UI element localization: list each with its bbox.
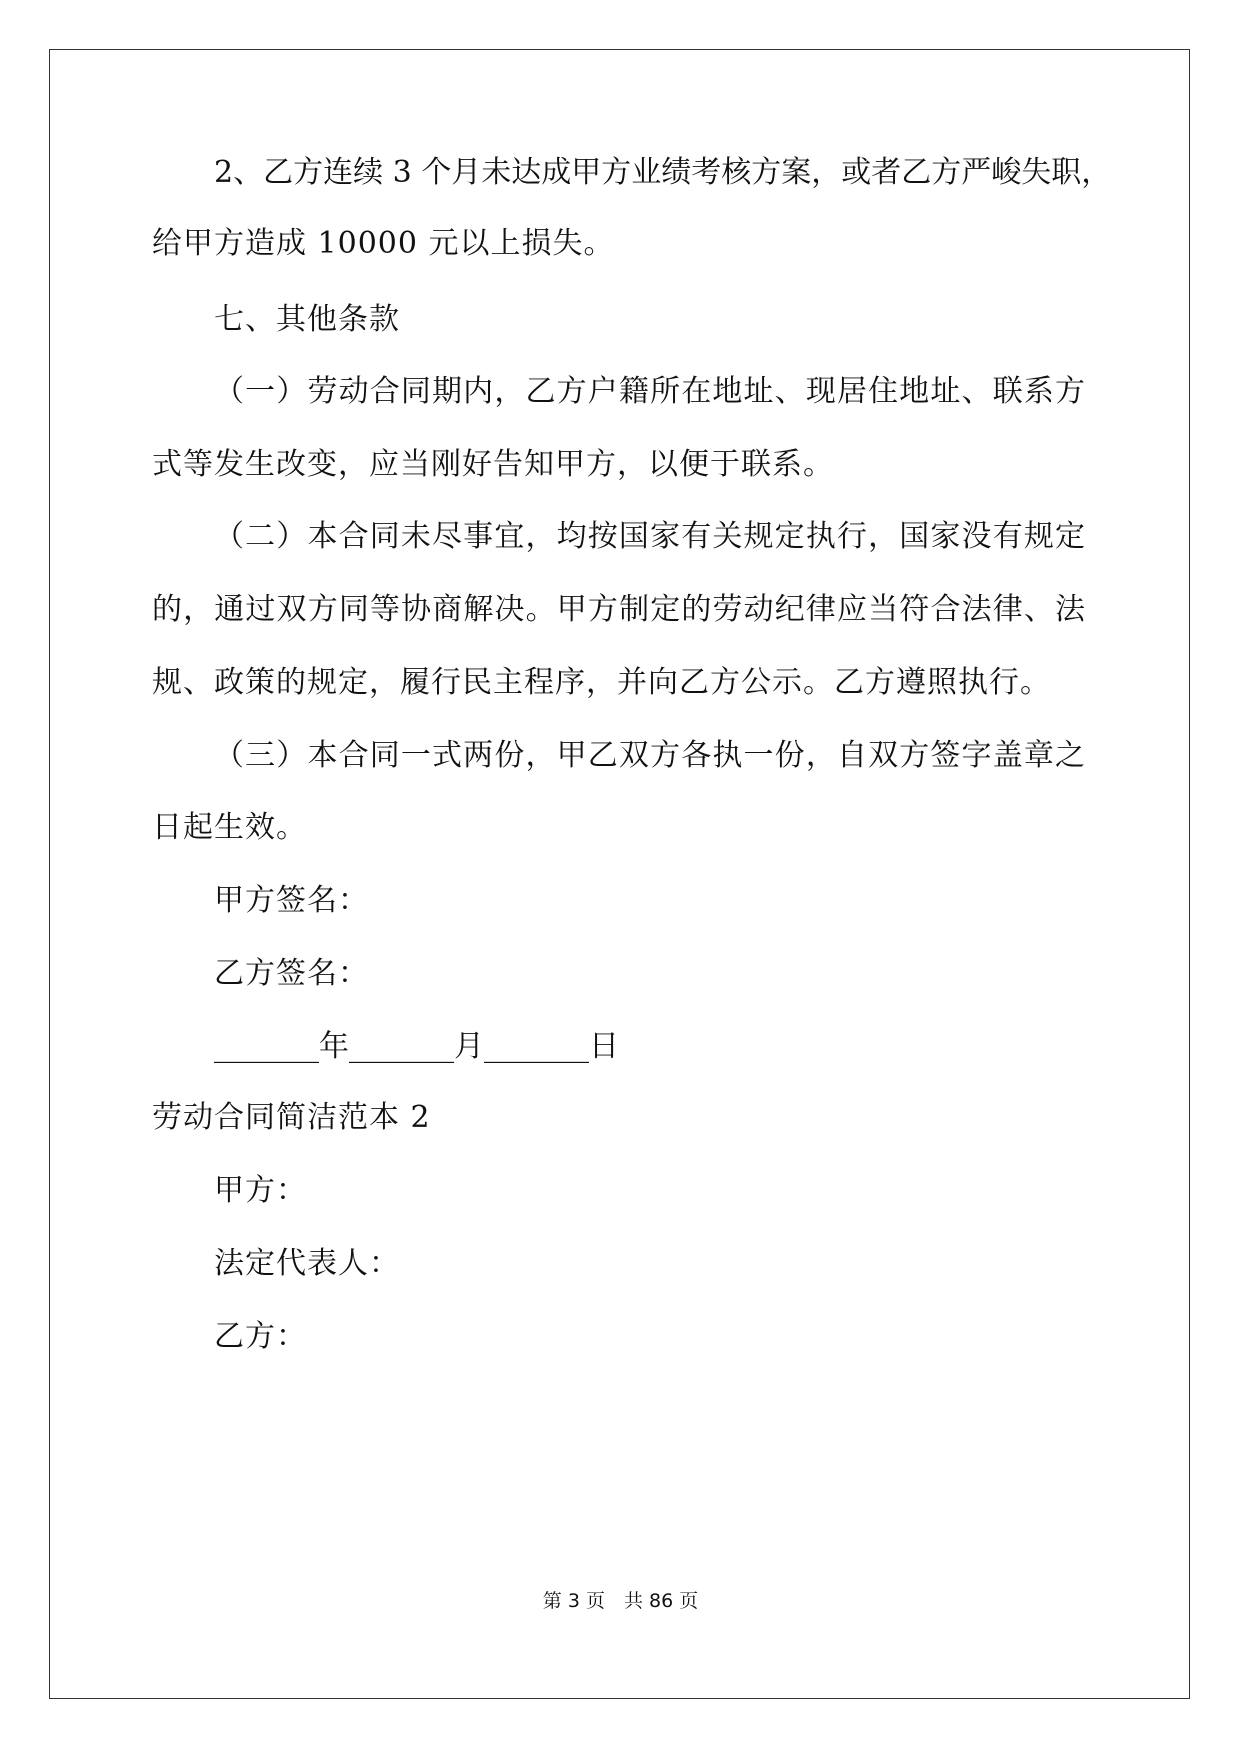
section-title: 劳动合同简洁范本 2 — [152, 1100, 431, 1135]
party-a-signature-label: 甲方签名： — [214, 883, 369, 918]
text-line: 规、政策的规定，履行民主程序，并向乙方公示。乙方遵照执行。 — [152, 665, 1051, 700]
text-line: （二）本合同未尽事宜，均按国家有关规定执行，国家没有规定 — [214, 519, 1085, 554]
text-line: 2、乙方连续 3 个月未达成甲方业绩考核方案，或者乙方严峻失职， — [214, 155, 1112, 190]
text-line: 日起生效。 — [152, 810, 307, 845]
section-heading: 七、其他条款 — [214, 302, 400, 337]
text-line: （一）劳动合同期内，乙方户籍所在地址、现居住地址、联系方 — [214, 374, 1085, 409]
text-line: 的，通过双方同等协商解决。甲方制定的劳动纪律应当符合法律、法 — [152, 592, 1085, 627]
date-line: _______年_______月_______日 — [214, 1029, 619, 1064]
page-border — [49, 49, 1190, 1699]
page-number: 第 3 页 共 86 页 — [542, 1590, 699, 1612]
text-line: （三）本合同一式两份，甲乙双方各执一份，自双方签字盖章之 — [214, 738, 1085, 773]
party-b-label: 乙方： — [214, 1319, 307, 1354]
party-a-label: 甲方： — [214, 1173, 307, 1208]
legal-representative-label: 法定代表人： — [214, 1246, 400, 1281]
party-b-signature-label: 乙方签名： — [214, 956, 369, 991]
page-number-footer — [0, 1589, 1241, 1613]
text-line: 式等发生改变，应当刚好告知甲方，以便于联系。 — [152, 447, 834, 482]
text-line: 给甲方造成 10000 元以上损失。 — [152, 226, 615, 261]
